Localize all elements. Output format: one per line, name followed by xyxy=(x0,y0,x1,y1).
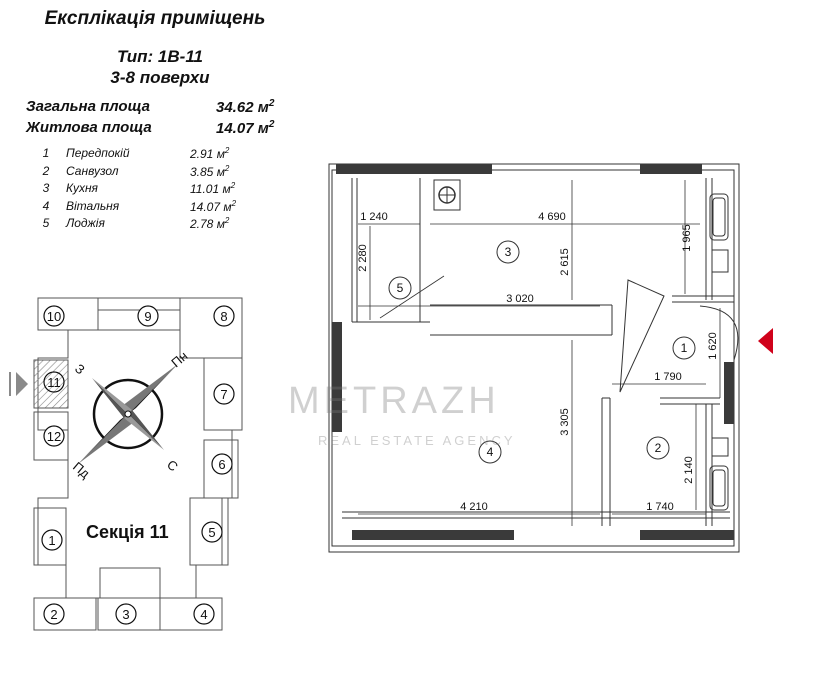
room-marker-number: 1 xyxy=(680,341,688,355)
window-bottom-left xyxy=(352,530,514,540)
room-area: 3.85 $м^2$ xyxy=(190,163,230,179)
watermark-logo: METRAZH xyxy=(288,380,500,422)
section-apartment-number: 3 xyxy=(122,607,130,622)
floors-line: 3-8 поверхи xyxy=(110,68,210,87)
room-area: 2.78 $м^2$ xyxy=(190,216,230,231)
total-area-value: 34.62 м xyxy=(216,99,269,116)
section-apartment-markers xyxy=(42,306,234,624)
window-bottom-right xyxy=(640,530,734,540)
section-label: Секція 11 xyxy=(86,522,169,542)
dimension-label: 4 210 xyxy=(460,501,488,513)
dimension-label: 1 620 xyxy=(707,332,719,360)
room-marker-number: 5 xyxy=(396,281,404,295)
room-area: 14.07 $м^2$ xyxy=(190,198,237,214)
window-top-left xyxy=(336,164,492,174)
dimension-label: 4 690 xyxy=(538,211,566,223)
section-apartment-number: 7 xyxy=(220,387,228,402)
page-title: Експлікація приміщень xyxy=(44,8,266,29)
compass-north-label: Пн xyxy=(168,348,191,371)
section-apartment-number: 9 xyxy=(144,309,152,324)
compass-west-label: З xyxy=(72,360,88,378)
room-name: Передпокій xyxy=(66,146,130,160)
living-area-label: Житлова площа xyxy=(26,119,152,136)
section-apartment-number: 8 xyxy=(220,309,228,324)
total-area-label: Загальна площа xyxy=(26,98,150,115)
compass xyxy=(78,364,178,464)
room-name: Лоджія xyxy=(66,216,105,230)
sink-icon xyxy=(712,438,728,456)
room-marker-number: 3 xyxy=(504,245,512,259)
plan-dimension-labels xyxy=(357,211,719,513)
section-apartment-number: 2 xyxy=(50,607,58,622)
section-apartment-number: 12 xyxy=(46,429,62,444)
room-name: Вітальня xyxy=(66,198,120,213)
section-apartment-number: 11 xyxy=(47,375,61,390)
room-number: 5 xyxy=(42,216,50,230)
plan-room-markers xyxy=(389,241,695,463)
section-apartment-number: 1 xyxy=(48,533,56,548)
room-number: 3 xyxy=(42,181,50,195)
section-apartment-number: 6 xyxy=(218,457,226,472)
room-name: Кухня xyxy=(66,181,98,195)
dimension-label: 1 965 xyxy=(681,224,693,252)
section-apartment-number: 4 xyxy=(200,607,208,622)
dimension-label: 3 305 xyxy=(559,408,571,436)
dimension-label: 1 240 xyxy=(360,211,388,223)
section-apartment-number: 5 xyxy=(208,525,216,540)
room-number: 1 xyxy=(42,146,50,160)
room-area: 11.01 $м^2$ xyxy=(190,181,236,196)
compass-southwest-label: Пд xyxy=(70,458,93,482)
entrance-arrow xyxy=(758,328,773,354)
dimension-label: 2 280 xyxy=(357,244,369,272)
dimension-label: 2 615 xyxy=(559,248,571,276)
watermark-subtitle: REAL ESTATE AGENCY xyxy=(318,433,516,448)
window-top-right xyxy=(640,164,702,174)
room-marker-number: 2 xyxy=(654,441,662,455)
room-area: 2.91 $м^2$ xyxy=(190,146,230,161)
section-pointer-arrow xyxy=(16,372,28,396)
compass-south-label: С xyxy=(164,456,181,475)
unit-sup: 2 xyxy=(268,119,275,130)
room-number: 2 xyxy=(42,163,50,178)
apartment-floor-plan xyxy=(329,164,739,552)
toilet-icon xyxy=(712,250,728,272)
dimension-label: 3 020 xyxy=(506,293,534,305)
outer-boundary xyxy=(329,164,739,552)
dimension-label: 1 740 xyxy=(646,501,674,513)
type-line: Тип: 1В-11 xyxy=(117,47,203,66)
section-plan xyxy=(34,298,242,630)
unit-sup: 2 xyxy=(268,98,275,109)
dimension-label: 1 790 xyxy=(654,371,682,383)
dimension-label: 2 140 xyxy=(683,456,695,484)
section-apartment-number: 10 xyxy=(46,309,62,324)
living-area-value: 14.07 м xyxy=(216,120,269,137)
section-outline xyxy=(38,298,242,598)
room-name: Санвузол xyxy=(66,163,119,178)
entrance-wall xyxy=(724,362,734,424)
room-marker-number: 4 xyxy=(486,445,494,459)
room-number: 4 xyxy=(42,198,50,213)
